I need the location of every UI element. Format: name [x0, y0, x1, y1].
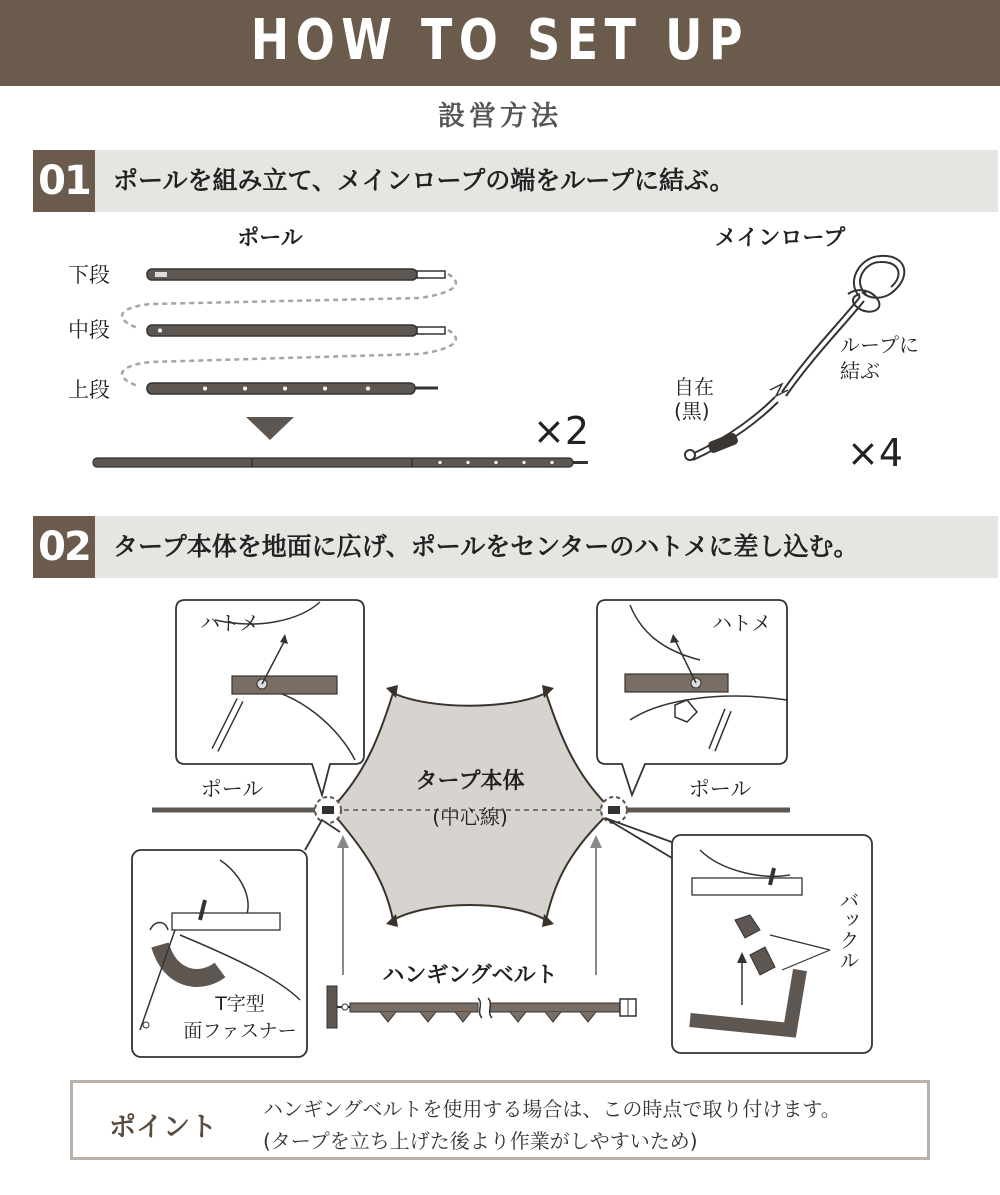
rope-self-label-1: 自在: [674, 375, 714, 399]
down-arrow-icon: [246, 417, 294, 440]
main-rope: [690, 256, 904, 460]
step-1-header: [33, 150, 998, 212]
page-subtitle: 設営方法: [438, 101, 562, 132]
header-banner: [0, 0, 1000, 86]
grommet-right-icon: [608, 806, 620, 814]
grommet-right-label: ハトメ: [712, 611, 772, 635]
step-2-header: [33, 516, 998, 578]
grommet-left-label: ハトメ: [200, 611, 260, 635]
t-fastener-label-1: T字型: [215, 993, 265, 1015]
pole-segment-top: [147, 383, 438, 394]
pole-label-bottom: 下段: [68, 263, 110, 287]
center-line-label: (中心線): [432, 805, 508, 829]
connector-dashed-1: [122, 274, 456, 328]
self-tensioner-icon: [707, 432, 739, 454]
step-1-number: 01: [33, 150, 95, 212]
callout-buckle: [605, 818, 872, 1053]
rope-self-label-2: (黒): [674, 399, 710, 423]
step-2-text: タープ本体を地面に広げ、ポールをセンターのハトメに差し込む。: [113, 532, 859, 561]
t-fastener-label-2: 面ファスナー: [183, 1020, 297, 1042]
callout-t-fastener: [132, 820, 340, 1057]
pole-title: ポール: [237, 226, 303, 251]
tarp-label: タープ本体: [415, 769, 525, 794]
connector-dashed-2: [122, 330, 456, 386]
step-2-illustration: [0, 590, 1000, 1070]
tarp-corner-br: [542, 914, 554, 927]
pole-segment-bottom: [147, 269, 445, 280]
point-line-1: ハンギングベルトを使用する場合は、この時点で取り付けます。: [263, 1097, 841, 1121]
rope-quantity: ×4: [847, 431, 904, 475]
rope-title: メインロープ: [714, 226, 846, 251]
rope-end-icon: [685, 450, 695, 460]
hanging-belt-label: ハンギングベルト: [382, 963, 558, 988]
assembled-pole: [93, 458, 588, 467]
rope-loop-label-2: 結ぶ: [840, 359, 880, 383]
point-line-2: (タープを立ち上げた後より作業がしやすいため): [263, 1129, 698, 1153]
page-title: HOW TO SET UP: [250, 8, 750, 73]
arrow-up-right-head: [590, 835, 602, 848]
pole-left-label: ポール: [200, 777, 264, 801]
pole-quantity: ×2: [533, 409, 590, 453]
pole-label-middle: 中段: [68, 318, 110, 342]
step-1-illustration: [0, 212, 1000, 507]
buckle-label: バックル: [836, 890, 860, 970]
grommet-left-icon: [322, 806, 334, 814]
point-box: [70, 1080, 930, 1160]
callout-grommet-right: [597, 600, 787, 795]
rope-loop-label-1: ループに: [840, 333, 919, 357]
pole-segment-middle: [147, 325, 445, 336]
step-1-text: ポールを組み立て、メインロープの端をループに結ぶ。: [113, 166, 735, 195]
arrow-up-left-head: [337, 835, 349, 848]
pole-label-top: 上段: [68, 378, 110, 402]
step-2-number: 02: [33, 516, 95, 578]
point-label: ポイント: [109, 1112, 217, 1143]
pole-right-label: ポール: [688, 777, 752, 801]
hanging-belt: [327, 986, 636, 1028]
callout-grommet-left: [176, 600, 364, 795]
